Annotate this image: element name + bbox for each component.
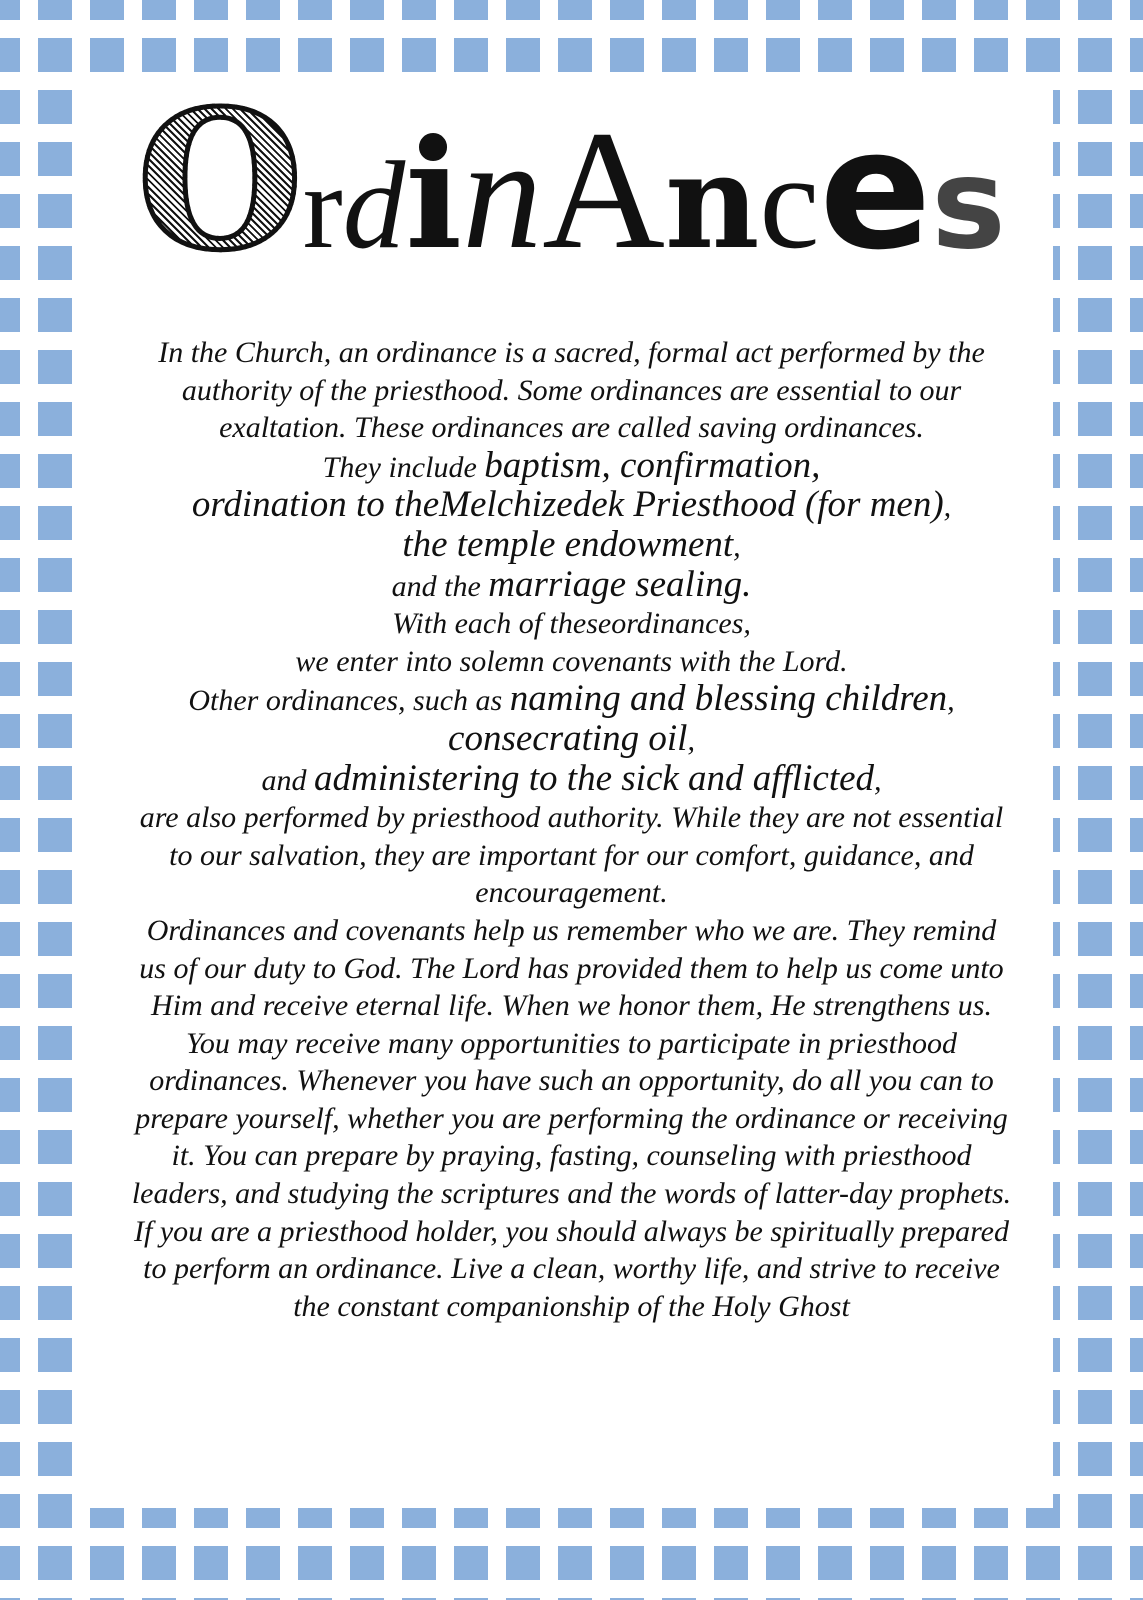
line-ordination [130,486,1013,526]
line-other-ordinances [130,680,1013,720]
paragraph-prepare: You may receive many opportunities to participate in priesthood ordinances. Whenever you have such an opportunity, do all you can to prepare yourself, whether you are performing the ordinance or receiving it. You can prepare by praying, fasting, counseling with priesthood leaders, and studying the scriptures and the words of latter-day prophets. If you are a priesthood holder, you should always be spiritually prepared to perform an ordinance. Live a clean, worthy life, and strive to receive the constant companionship of the Holy Ghost [131,1026,1012,1323]
text-run: They include [322,450,485,484]
title-letter-a: A [542,96,665,284]
line-each-ordinance: With each of theseordinances, [392,607,751,641]
emphasis-run: ordination to theMelchizedek Priesthood (for men) [191,484,944,526]
line-consecrating-oil [130,717,1013,760]
text-run: , [687,723,695,757]
title-letter-d: d [342,137,406,275]
paragraph-definition: In the Church, an ordinance is a sacred, formal act performed by the authority of the priesthood. Some ordinances are essential to our exaltation. These ordinances are called saving ordinances. [158,336,985,445]
text-run: and the [391,569,489,603]
emphasis-run: administering to the sick and afflicted [313,757,875,799]
paragraph-remember: Ordinances and covenants help us remember who we are. They remind us of our duty to God. The Lord has provided them to help us come unto Him and receive eternal life. When we honor them, He strengthens us. [139,913,1004,1023]
title-letter-n: n [462,104,543,282]
body-text [130,334,1013,1325]
text-run: Other ordinances, such as [188,684,510,718]
text-run: and [261,763,314,797]
title-letter-s: s [931,132,1006,277]
emphasis-run: the temple endowment [402,523,734,565]
emphasis-run: baptism, confirmation, [484,444,821,486]
title-letter-i: i [405,107,463,283]
paragraph-priesthood-authority: are also performed by priesthood authority. While they are not essential to our salvation, they are important for our comfort, guidance, and encouragement. [139,801,1004,910]
title-letter-c: c [759,128,820,277]
title-letter-r: r [302,140,343,273]
title-letter-n2: n [664,125,760,278]
emphasis-run: marriage sealing. [488,563,752,605]
line-covenants: we enter into solemn covenants with the Lord. [295,644,848,678]
page-title [90,69,1053,346]
line-temple-endowment [130,523,1013,566]
line-saving-ordinances-intro [130,444,1013,487]
text-run: , [947,684,955,718]
text-run: , [943,490,952,524]
text-run: , [874,763,882,797]
emphasis-run: consecrating oil [448,717,688,759]
title-letter-o: O [137,69,303,292]
text-run: , [733,529,741,563]
line-marriage-sealing [130,563,1013,606]
title-letter-e: e [819,94,932,286]
emphasis-run: naming and blessing children [509,678,948,720]
content-panel [90,69,1053,1508]
line-administering [130,757,1013,800]
